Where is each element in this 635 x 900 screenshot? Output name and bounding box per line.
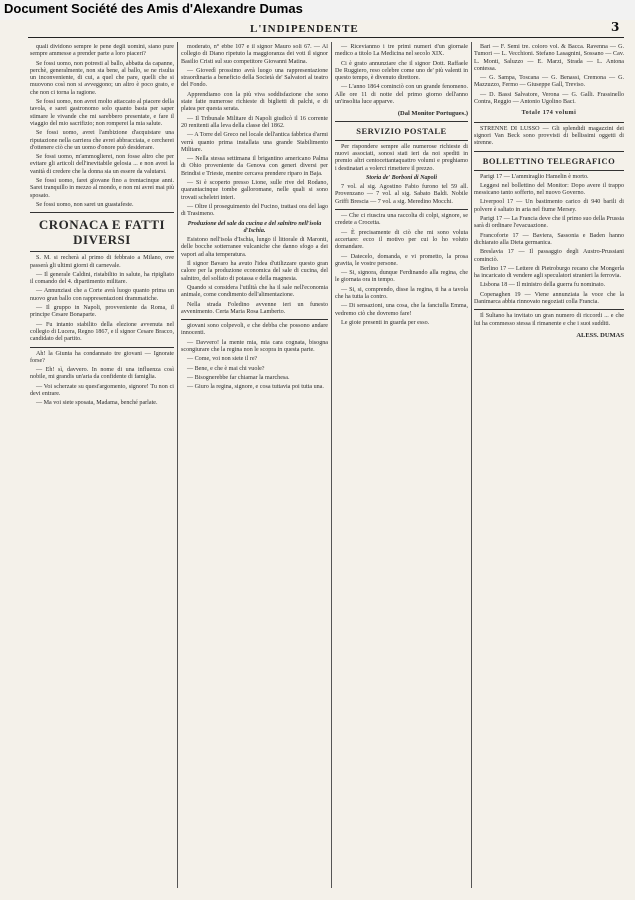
paragraph: Apprendiamo con la più viva soddisfazione che sono state fatte numerose richieste di biglietti di palchi, e di platea per questa serata.: [181, 91, 328, 113]
telegram-item: Breslavia 17 — Il passaggio degli Austro-Prussiani cominciò.: [474, 249, 624, 263]
paragraph: — A Torre del Greco nel locale dell'antica fabbrica d'armi verrà quanto prima installata una grande Stabilimento Militare.: [181, 132, 328, 153]
section-rule: [335, 209, 468, 210]
telegram-item: Lisbona 18 — Il ministro della guerra fu nominato.: [480, 282, 606, 289]
paragraph: — Oltre il proseguimento del Fucino, trattasi ora del lago di Trasimeno.: [181, 203, 328, 218]
paragraph: Bari — F. Semi tre. coloro vol. & Bacca. Ravenna — G. Tumori — L. Vecchioni. Stefano Lasagnini, Sossano — Cav. L. Monti, Saluzzo — E. Marzi, Strada — L. Antona contessa.: [474, 44, 624, 72]
paragraph: Nella strada Foledino avvenne ieri un funesto avvenimento. Certa Maria Rosa Lamberto.: [181, 301, 328, 315]
section-rule: [30, 347, 174, 348]
telegram-item: Liverpool 17 — Un bastimento carico di 940 barili di polvere è saltato in aria nel fiume Mersey.: [474, 199, 624, 213]
masthead-title: L'INDIPENDENTE: [250, 23, 359, 35]
source-attribution: (Dal Monitor Portugues.): [397, 110, 468, 118]
paragraph: — È precisamente di ciò che mi sono voluta accertare: ecco il motivo per cui lo ho voluto domandare.: [335, 229, 468, 251]
header-rule: [28, 37, 624, 38]
paragraph: — Ricevianmo i tre primi numeri d'un giornale medico a titolo La Medicina nel secolo XIX.: [335, 44, 468, 58]
paragraph: Quando si considera l'utilità che ha il sale nell'economia animale, come condimento dell'alimentazione.: [181, 284, 328, 299]
paragraph: — G. Sampa, Toscana — G. Benassi, Cremona — G. Mazzuzzo, Fermo — Giuseppe Gall, Treviso.: [474, 75, 624, 89]
paragraph: — Si, si, comprendo, disse la regina, ti ha a tavola che ha tutta la contro.: [335, 286, 468, 301]
paragraph: 7 vol. al sig. Agostino Fabio furono tel 59 all. Provenzano — 7 vol. al sig. Sabato Baldi. Nobile Griffi Brescia — 7 vol. a sig. Meredino Mocchi.: [335, 184, 468, 205]
column-2: [181, 44, 328, 894]
subheading-storia: Storia de' Borboni di Napoli: [365, 174, 438, 181]
paragraph: Se fossi uomo, non potresti al ballo, abbatta da capanne, perchè, generalmente, non sta bene, al ballo, se ne risulta un inconveniente, di cui, a quel che pare, quelli che si muovono così non si avveggono; un altro è poco grato, e che non ci torna la ragione.: [30, 60, 174, 96]
section-rule: [474, 170, 624, 171]
paragraph: Ci è grato annunziare che il signor Dott. Raffaele De Ruggiero, reso celebre come uno de' più valenti in questo tempo, è divenuto direttore.: [335, 60, 468, 82]
telegram-item: Leggesi nel bollettino del Monitor: Dopo avere il trappo messicano tanto sofferto, nel nuovo Governo.: [474, 182, 624, 197]
section-heading-sale: Produzione del sale da cucina e del salnitro nell'isola d'Ischia.: [187, 220, 322, 234]
paragraph: — Giovedì prossimo avrà luogo una rappresentazione straordinaria a beneficio della Società de' Salvatori al teatro del Fondo.: [181, 67, 328, 89]
paragraph: — L'anno 1864 cominciò con un grande fenomeno. Alle ore 11 di notte del primo giorno dell'anno un'insolita luce apparve.: [335, 84, 468, 106]
section-rule: [335, 121, 468, 122]
banner-title: Document Société des Amis d'Alexandre Dumas: [4, 1, 303, 16]
paragraph: Per rispondere sempre alle numerose richieste di nuovi associati, sonosi stati ieri da noi spediti in premio altri centocettantaquattro volumi e preghiamo i destinatari a volerci rimettere il prezzo.: [335, 143, 468, 172]
column-1: [30, 44, 174, 894]
section-heading-cronaca: CRONACA E FATTI DIVERSI: [38, 217, 166, 248]
section-rule: [335, 140, 468, 141]
author-signature: ALESS. DUMAS: [576, 331, 624, 339]
paragraph: Esistono nell'isola d'Ischia, lungo il littorale di Maronti, delle bocche sotterranee vulcaniche che danno sfogo a dei vapori ad alta temperatura.: [181, 237, 328, 258]
paragraph: — Eh! sì, davvero. In nome di una influenza così nobile, mi grandis un'aria da confidente di famiglia.: [30, 367, 174, 381]
section-heading-postale: SERVIZIO POSTALE: [356, 125, 447, 136]
news-item: S. M. si recherà al primo di febbraio a Milano, ove passerà gli ultimi giorni di carnevale.: [30, 255, 174, 269]
paragraph: — Giuro la regina, signore, e cosa tuttavia poi tutta una.: [187, 384, 324, 391]
document-banner: [0, 0, 635, 20]
paragraph: — Bene, e che è mai chi vuole?: [187, 365, 265, 372]
paragraph: Le gioie presenti in guarda per esso.: [341, 319, 430, 326]
section-rule: [30, 251, 174, 252]
volume-total: Totale 174 volumi: [521, 110, 577, 117]
paragraph: Se fossi uomo, farei giovane fino a trentacinque anni. Sarei tranquillo in mezzo al mondo, e non mi avrei mai più sposato.: [30, 178, 174, 199]
news-item: — Annunziasi che a Corte avrà luogo quanto prima un nuovo gran ballo con rappresentazioni drammatiche.: [30, 288, 174, 302]
section-heading-telegrafico: BOLLETTINO TELEGRAFICO: [482, 155, 616, 166]
paragraph: Ah! la Giunta ha condannato tre giovani — Ignorate forse?: [30, 350, 174, 364]
paragraph: Il Sultano ha invitato un gran numero di riccordi ... e che lui ha commesso stessa il rimanente e che i suoi sudditi.: [474, 313, 624, 327]
newspaper-page: [0, 20, 635, 900]
telegram-item: Berlino 17 — Lettere di Pietroburgo recano che Mongerla ha incaricato di vendere agli speculatori stranieri la ferrovia.: [474, 265, 624, 280]
paragraph: — D. Bassi Salvatore, Verona — G. Galli. Frassinello Contra, Reggio — Antonio Ugolino Baci.: [474, 91, 624, 106]
paragraph: — Che ci riuscira una raccolta di colpi, signore, se credete a Crocetta.: [335, 213, 468, 227]
paragraph: — Si, signora, dunque Ferdinando alla regina, che le giornata ora in tempo.: [335, 270, 468, 284]
paragraph: — Datecelo, domanda, e vi prometto, la prosa gravita, le vostre persone.: [335, 253, 468, 267]
paragraph: — Ma voi siete sposata, Madama, benché parlate.: [36, 400, 158, 407]
paragraph: Se fossi uomo, non avrei molto attaccato al piacere della tavola, e sarei gastronomo solo quanto basta per saper stimare le vivande che mi sarebbero presentate, e fare il viaggio del mio sacrifizio; non romperei la mia salute.: [30, 99, 174, 127]
paragraph: quali dividono sempre le pene degli uomini, siano pure sempre ammesse a prender parte a loro piaceri?: [30, 44, 174, 58]
column-divider: [471, 42, 472, 888]
telegram-item: Parigi 17 — L'ammiraglio Hamelin è morto.: [480, 173, 589, 180]
column-divider: [177, 42, 178, 888]
paragraph: Se fossi uomo, avrei l'ambizione d'acquistare una riputazione nella carriera che avrei abbracciata, e cercherei d'ottenere ciò che un uomo d'onore può desiderare.: [30, 130, 174, 151]
paragraph: — Di sensazioni, una cosa, che la fanciulla Emma, vedremo ciò che dovremo fare!: [335, 303, 468, 317]
telegram-item: Copenaghen 19 — Viene annunziata la voce che la Danimarca abbia rinnovato negoziati colla Francia.: [474, 291, 624, 306]
paragraph: giovani sono colpevoli, e che debba che possono andare innocenti.: [181, 323, 328, 337]
news-item: — Fu intanto stabilito della elezione avvenuta nel collegio di Lucera, Regno 1867, e il signor Cesare Bracco, candidato del partito.: [30, 321, 174, 343]
paragraph: — Come, voi non siete il re?: [187, 356, 258, 363]
section-rule: [30, 212, 174, 213]
paragraph: — Davvero! la mente mia, mia cara cognata, bisogna scongiurare che la regina non le scopra in questa parte.: [181, 339, 328, 353]
column-4: [474, 44, 624, 894]
paragraph: — Si è scoperto presso Lione, sulle rive del Rodano, quarantacinque tombe galloromane, nelle quali si sono trovati scheletri interi.: [181, 180, 328, 201]
section-rule: [474, 122, 624, 123]
notice: STRENNE DI LUSSO — Gli splendidi magazzini dei signori Van Beck sono provvisti di bellissimi oggetti di strenne.: [474, 125, 624, 147]
telegram-item: Francoforte 17 — Baviera, Sassonia e Baden hanno dichiarato alla Dieta germanica.: [474, 232, 624, 246]
page-number: 3: [611, 20, 620, 34]
telegram-item: Parigi 17 — La Francia deve che il primo suo della Prussia sarà di ordinare l'evacuazione.: [474, 216, 624, 230]
paragraph: — Nella stessa settimana il brigantino americano Palma di Ohio proveniente da Genova con generi diversi per Brindisi e Trieste, mentre cercava prendere riparo in Baja.: [181, 156, 328, 177]
news-item: — Il gruppo in Napoli, provveniente da Roma, il principe Cesare Bonaparte.: [30, 305, 174, 319]
paragraph: — Bisognerebbe far chiamar la marchesa.: [187, 374, 290, 381]
column-divider: [331, 42, 332, 888]
column-3: [335, 44, 468, 894]
section-rule: [181, 319, 328, 320]
news-item: — Il generale Caldini, ristabilito in salute, ha ripigliato il comando del 4. dipartimento militare.: [30, 271, 174, 286]
paragraph: — Il Tribunale Militare di Napoli giudicò il 16 corrente 20 renitenti alla leva della classe del 1862.: [181, 115, 328, 129]
paragraph: Se fossi uomo, m'ammoglierei, non fosse altro che per evitare gli articoli dell'inevitabile gelosia ... e non avrei la vanità di credere che la donna sia un essere da valutarsi.: [30, 154, 174, 175]
paragraph: — Voi scherzate su quest'argomento, signore! Tu non ci devi entrare.: [30, 383, 174, 397]
paragraph: moderato, n° ebbe 107 e il signor Mauro soli 67. — Al collegio di Diano ripetuto la maggioranza dei voti il signor Basilio Cristi sul suo competitore Giovanni Matina.: [181, 44, 328, 65]
paragraph: Il signor Bavaro ha avuto l'idea d'utilizzare questo gran calore per la produzione economica del sale di cucina, del salnitro, del solfato di potassa e della magnesia.: [181, 261, 328, 282]
section-rule: [474, 151, 624, 152]
section-rule: [474, 309, 624, 310]
paragraph: Se fossi uomo, non sarei un guastafeste.: [36, 201, 134, 208]
